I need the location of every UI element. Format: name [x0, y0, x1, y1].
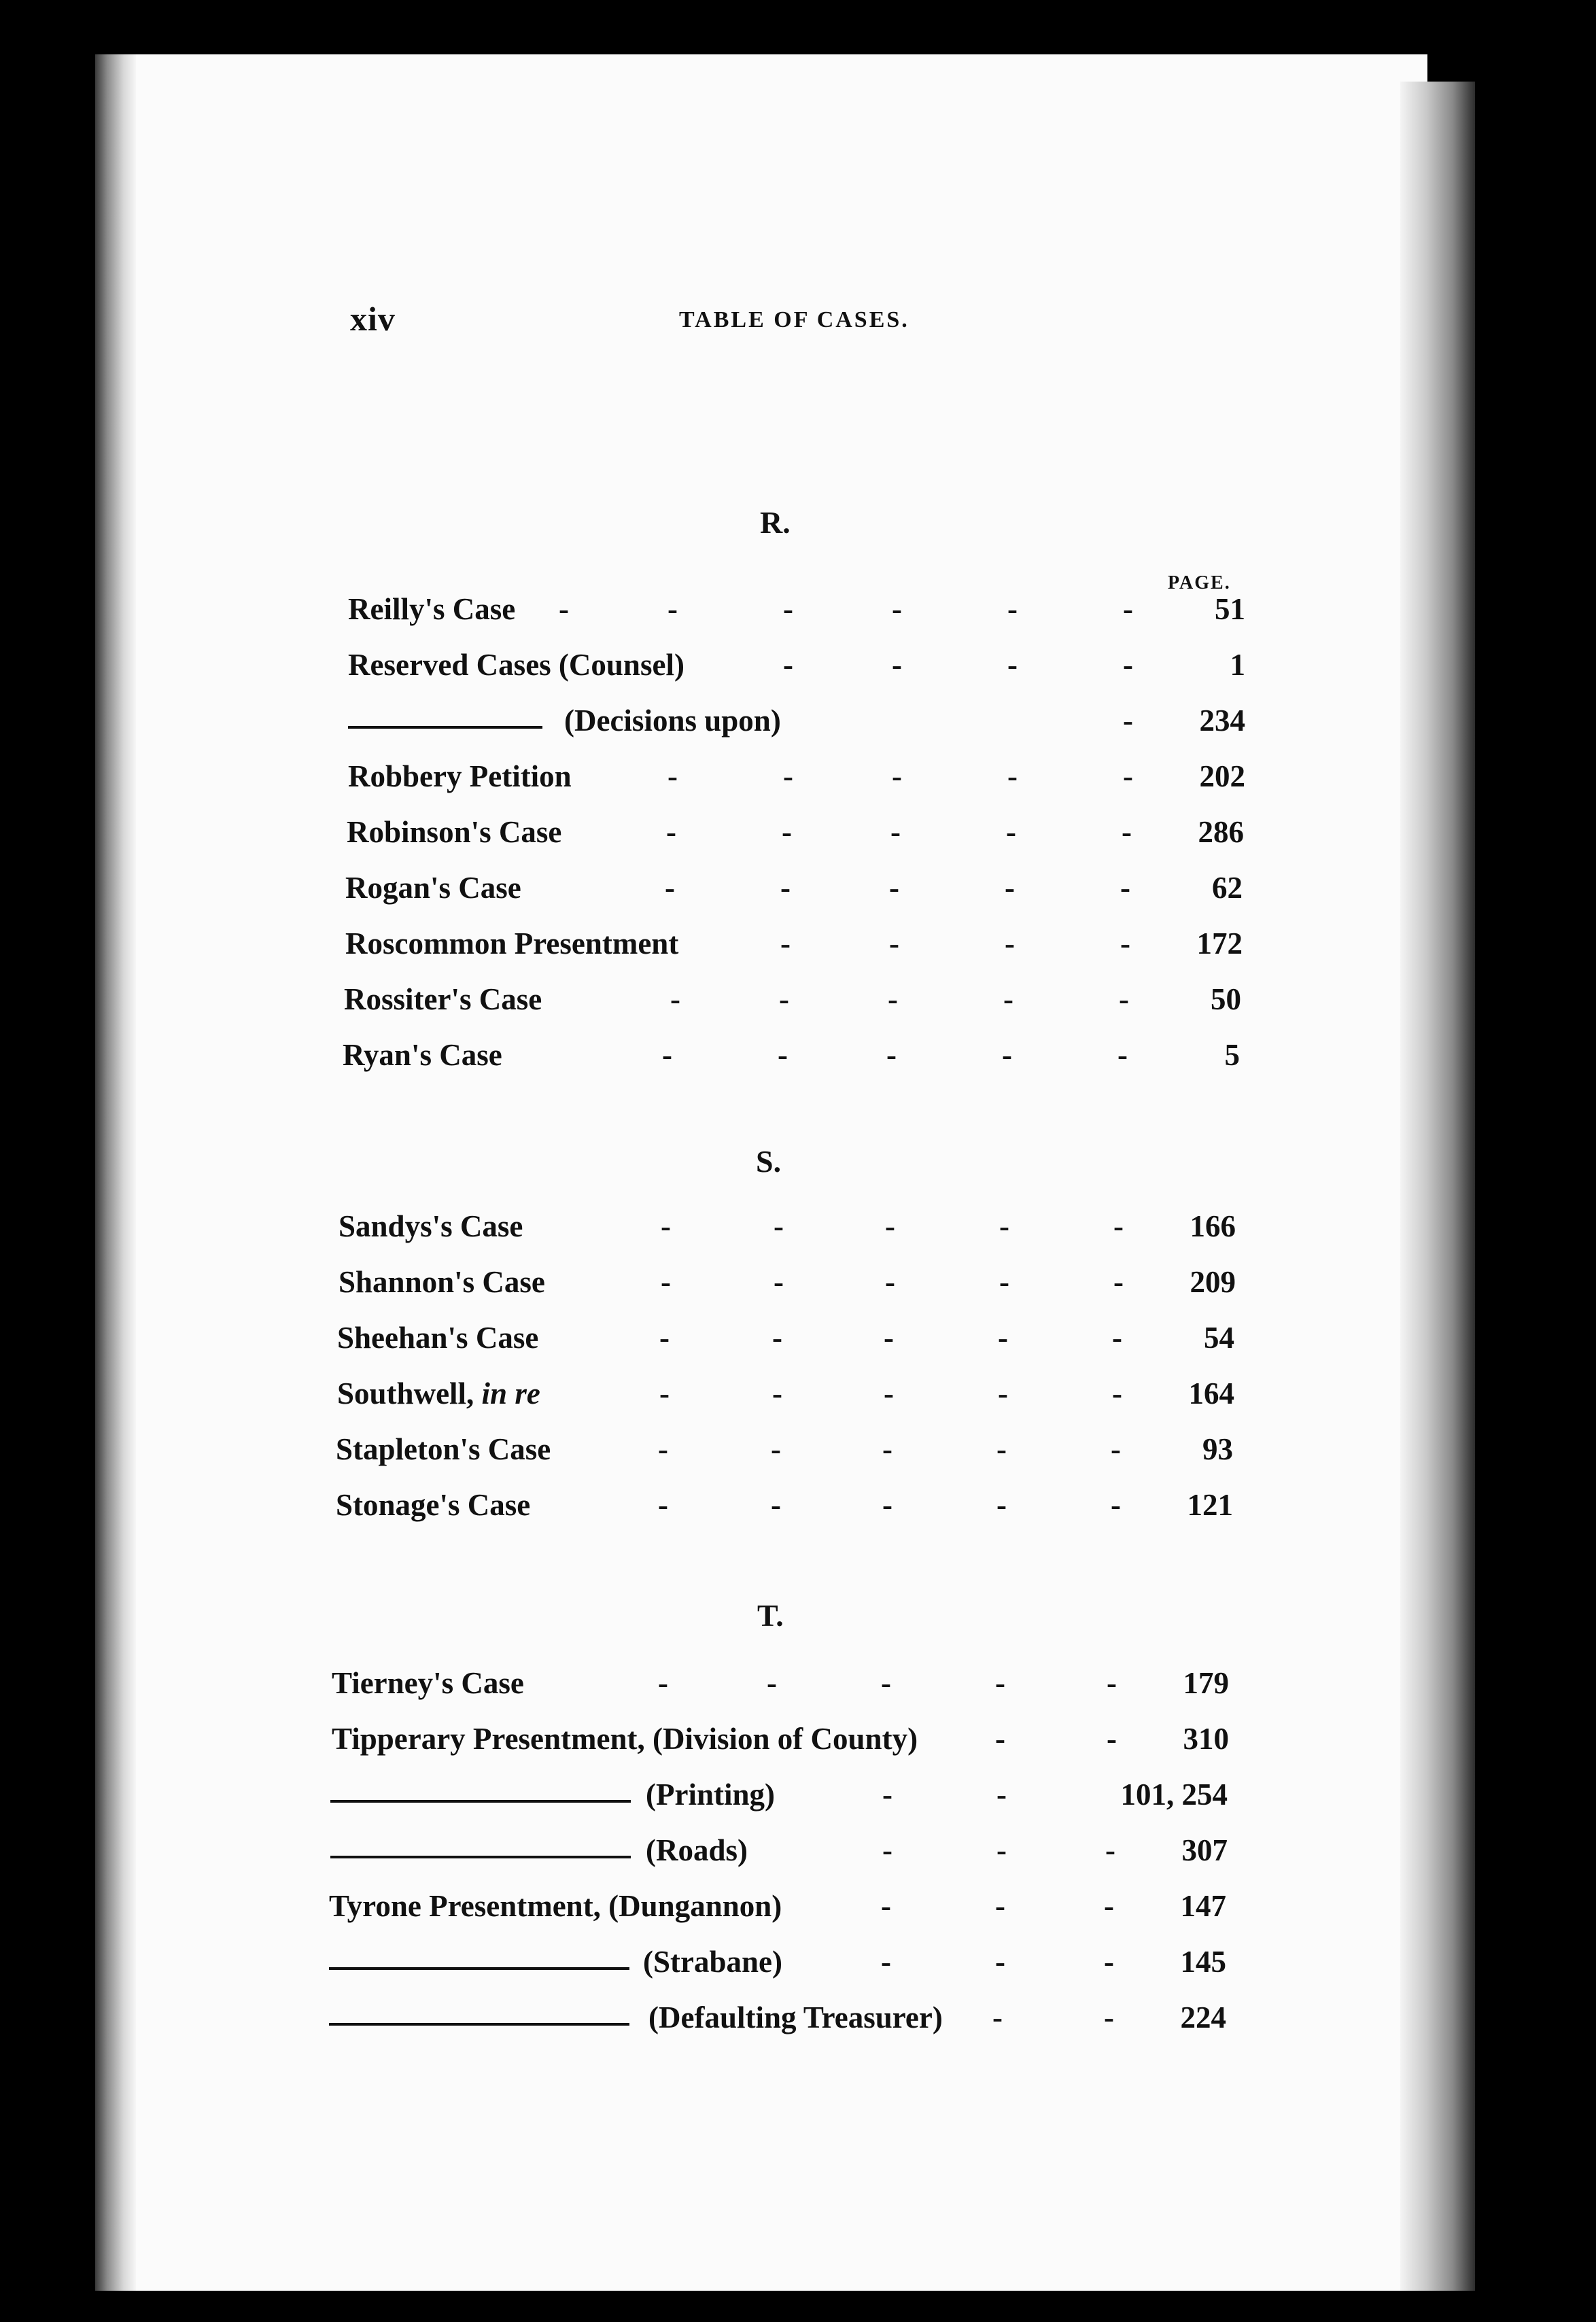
- case-name: Sheehan's Case: [337, 1321, 539, 1355]
- case-subheading: (Decisions upon): [564, 704, 781, 738]
- page-number: 121: [1187, 1488, 1233, 1522]
- leader-dash: -: [995, 1889, 1005, 1923]
- leader-dash: -: [774, 1265, 784, 1299]
- leader-dash: -: [665, 871, 675, 905]
- page-number: 147: [1180, 1889, 1226, 1923]
- leader-dash: -: [1113, 1209, 1124, 1243]
- leader-dash: -: [658, 1666, 668, 1700]
- list-item: [348, 591, 1245, 632]
- page-column-label: PAGE.: [1168, 572, 1231, 593]
- list-item: [332, 1721, 1229, 1762]
- case-name: Sandys's Case: [339, 1209, 523, 1243]
- leader-dash: -: [996, 1833, 1007, 1867]
- leader-dash: -: [658, 1488, 668, 1522]
- list-item: [348, 759, 1245, 799]
- page-number: 93: [1202, 1432, 1233, 1466]
- list-item: [348, 647, 1245, 688]
- leader-dash: -: [780, 871, 791, 905]
- leader-dash: -: [662, 1038, 672, 1072]
- page-gutter-shadow: [95, 54, 136, 2291]
- section-letter-t: T.: [757, 1598, 784, 1633]
- leader-dash: -: [778, 1038, 788, 1072]
- leader-dash: -: [1123, 648, 1133, 682]
- leader-dash: -: [881, 1666, 891, 1700]
- leader-dash: -: [995, 1722, 1005, 1756]
- case-name: Stonage's Case: [336, 1488, 531, 1522]
- leader-dash: -: [1104, 1889, 1114, 1923]
- leader-dash: -: [998, 1321, 1008, 1355]
- leader-dash: -: [888, 982, 898, 1016]
- page-header: [350, 299, 1288, 340]
- leader-dash: -: [1113, 1265, 1124, 1299]
- leader-dash: -: [771, 1432, 781, 1466]
- list-item: [330, 1833, 1228, 1873]
- case-name: Tipperary Presentment, (Division of County): [332, 1722, 918, 1756]
- leader-dash: -: [783, 592, 793, 626]
- case-name-italic: in re: [481, 1376, 540, 1410]
- page-number: 51: [1215, 592, 1245, 626]
- leader-dash: -: [1007, 592, 1018, 626]
- page-number: 145: [1180, 1945, 1226, 1979]
- list-item: [339, 1264, 1236, 1305]
- leader-dash: -: [886, 1038, 897, 1072]
- leader-dash: -: [772, 1321, 782, 1355]
- page-edge-shadow: [1400, 82, 1475, 2291]
- leader-dash: -: [882, 1432, 892, 1466]
- leader-dash: -: [890, 815, 901, 849]
- case-subheading: (Defaulting Treasurer): [648, 2000, 943, 2034]
- leader-dash: -: [881, 1945, 891, 1979]
- leader-dash: -: [1107, 1666, 1117, 1700]
- leader-dash: -: [999, 1209, 1009, 1243]
- page-number: 1: [1230, 648, 1245, 682]
- case-subheading: (Printing): [646, 1778, 775, 1812]
- leader-dash: -: [1104, 1945, 1114, 1979]
- leader-dash: -: [659, 1376, 670, 1410]
- leader-dash: -: [1007, 759, 1018, 793]
- case-name: Reilly's Case: [348, 592, 516, 626]
- list-item: [332, 1665, 1229, 1706]
- leader-dash: -: [998, 1376, 1008, 1410]
- leader-dash: -: [1005, 871, 1015, 905]
- leader-dash: -: [1112, 1376, 1122, 1410]
- leader-dash: -: [772, 1376, 782, 1410]
- case-name: Shannon's Case: [339, 1265, 545, 1299]
- leader-dash: -: [1123, 704, 1133, 738]
- leader-dash: -: [659, 1321, 670, 1355]
- leader-dash: -: [1006, 815, 1016, 849]
- list-item: [345, 926, 1243, 967]
- ditto-rule: [348, 726, 542, 729]
- page-number: 101, 254: [1120, 1778, 1228, 1812]
- section-letter-r: R.: [760, 505, 791, 540]
- leader-dash: -: [670, 982, 680, 1016]
- list-item: [337, 1320, 1234, 1361]
- leader-dash: -: [1120, 926, 1130, 960]
- page-number: 172: [1196, 926, 1243, 960]
- leader-dash: -: [1105, 1833, 1115, 1867]
- section-letter-s: S.: [756, 1144, 782, 1179]
- leader-dash: -: [783, 759, 793, 793]
- leader-dash: -: [885, 1209, 895, 1243]
- list-item: [329, 1888, 1226, 1929]
- leader-dash: -: [992, 2000, 1003, 2034]
- case-name: Rogan's Case: [345, 871, 521, 905]
- leader-dash: -: [771, 1488, 781, 1522]
- leader-dash: -: [995, 1666, 1005, 1700]
- leader-dash: -: [996, 1432, 1007, 1466]
- case-name: Roscommon Presentment: [345, 926, 679, 960]
- case-name: Robbery Petition: [348, 759, 572, 793]
- leader-dash: -: [892, 759, 902, 793]
- leader-dash: -: [774, 1209, 784, 1243]
- leader-dash: -: [884, 1321, 894, 1355]
- page-number: 62: [1212, 871, 1243, 905]
- list-item: [336, 1432, 1233, 1472]
- running-title: TABLE OF CASES.: [679, 307, 909, 332]
- leader-dash: -: [1107, 1722, 1117, 1756]
- page-number: 166: [1190, 1209, 1236, 1243]
- leader-dash: -: [1117, 1038, 1128, 1072]
- page-folio: xiv: [350, 300, 396, 338]
- leader-dash: -: [1003, 982, 1013, 1016]
- page-number: 50: [1211, 982, 1241, 1016]
- leader-dash: -: [882, 1833, 892, 1867]
- leader-dash: -: [892, 592, 902, 626]
- case-name: Stapleton's Case: [336, 1432, 551, 1466]
- page-number: 224: [1180, 2000, 1226, 2034]
- page-number: 5: [1224, 1038, 1240, 1072]
- leader-dash: -: [1122, 815, 1132, 849]
- leader-dash: -: [661, 1209, 671, 1243]
- leader-dash: -: [1112, 1321, 1122, 1355]
- leader-dash: -: [999, 1265, 1009, 1299]
- leader-dash: -: [1111, 1488, 1121, 1522]
- case-subheading: (Roads): [646, 1833, 748, 1867]
- leader-dash: -: [658, 1432, 668, 1466]
- case-name: Robinson's Case: [347, 815, 562, 849]
- list-item: [330, 1777, 1228, 1818]
- page-number: 307: [1181, 1833, 1228, 1867]
- case-name: Tierney's Case: [332, 1666, 524, 1700]
- leader-dash: -: [885, 1265, 895, 1299]
- leader-dash: -: [559, 592, 569, 626]
- leader-dash: -: [1005, 926, 1015, 960]
- page-number: 209: [1190, 1265, 1236, 1299]
- list-item: [329, 1944, 1226, 1985]
- page-number: 179: [1183, 1666, 1229, 1700]
- page-number: 164: [1188, 1376, 1234, 1410]
- list-item: [339, 1209, 1236, 1249]
- leader-dash: -: [881, 1889, 891, 1923]
- leader-dash: -: [882, 1488, 892, 1522]
- leader-dash: -: [661, 1265, 671, 1299]
- page-number: 234: [1199, 704, 1245, 738]
- leader-dash: -: [884, 1376, 894, 1410]
- page-number: 202: [1199, 759, 1245, 793]
- leader-dash: -: [666, 815, 676, 849]
- leader-dash: -: [782, 815, 792, 849]
- leader-dash: -: [783, 648, 793, 682]
- list-item: [347, 814, 1244, 855]
- list-item: [344, 982, 1241, 1022]
- case-name: Ryan's Case: [343, 1038, 502, 1072]
- ditto-rule: [330, 1800, 631, 1803]
- case-name: Tyrone Presentment, (Dungannon): [329, 1889, 782, 1923]
- page-number: 286: [1198, 815, 1244, 849]
- leader-dash: -: [1007, 648, 1018, 682]
- leader-dash: -: [1123, 759, 1133, 793]
- list-item: [329, 2000, 1226, 2041]
- case-subheading: (Strabane): [643, 1945, 782, 1979]
- leader-dash: -: [767, 1666, 777, 1700]
- leader-dash: -: [1002, 1038, 1012, 1072]
- list-item: [337, 1376, 1234, 1417]
- leader-dash: -: [667, 592, 678, 626]
- leader-dash: -: [1120, 871, 1130, 905]
- case-name: Reserved Cases (Counsel): [348, 648, 684, 682]
- leader-dash: -: [779, 982, 789, 1016]
- leader-dash: -: [889, 926, 899, 960]
- ditto-rule: [329, 2023, 629, 2026]
- leader-dash: -: [995, 1945, 1005, 1979]
- leader-dash: -: [996, 1778, 1007, 1812]
- leader-dash: -: [1111, 1432, 1121, 1466]
- ditto-rule: [329, 1967, 629, 1970]
- list-item: [348, 703, 1245, 744]
- leader-dash: -: [780, 926, 791, 960]
- page-number: 54: [1204, 1321, 1234, 1355]
- leader-dash: -: [892, 648, 902, 682]
- list-item: [345, 870, 1243, 911]
- leader-dash: -: [1123, 592, 1133, 626]
- case-name: Rossiter's Case: [344, 982, 542, 1016]
- case-name: Southwell, in re: [337, 1376, 540, 1410]
- leader-dash: -: [667, 759, 678, 793]
- leader-dash: -: [996, 1488, 1007, 1522]
- page-number: 310: [1183, 1722, 1229, 1756]
- list-item: [336, 1487, 1233, 1528]
- leader-dash: -: [1119, 982, 1129, 1016]
- leader-dash: -: [882, 1778, 892, 1812]
- leader-dash: -: [1104, 2000, 1114, 2034]
- leader-dash: -: [889, 871, 899, 905]
- ditto-rule: [330, 1856, 631, 1858]
- list-item: [343, 1037, 1240, 1078]
